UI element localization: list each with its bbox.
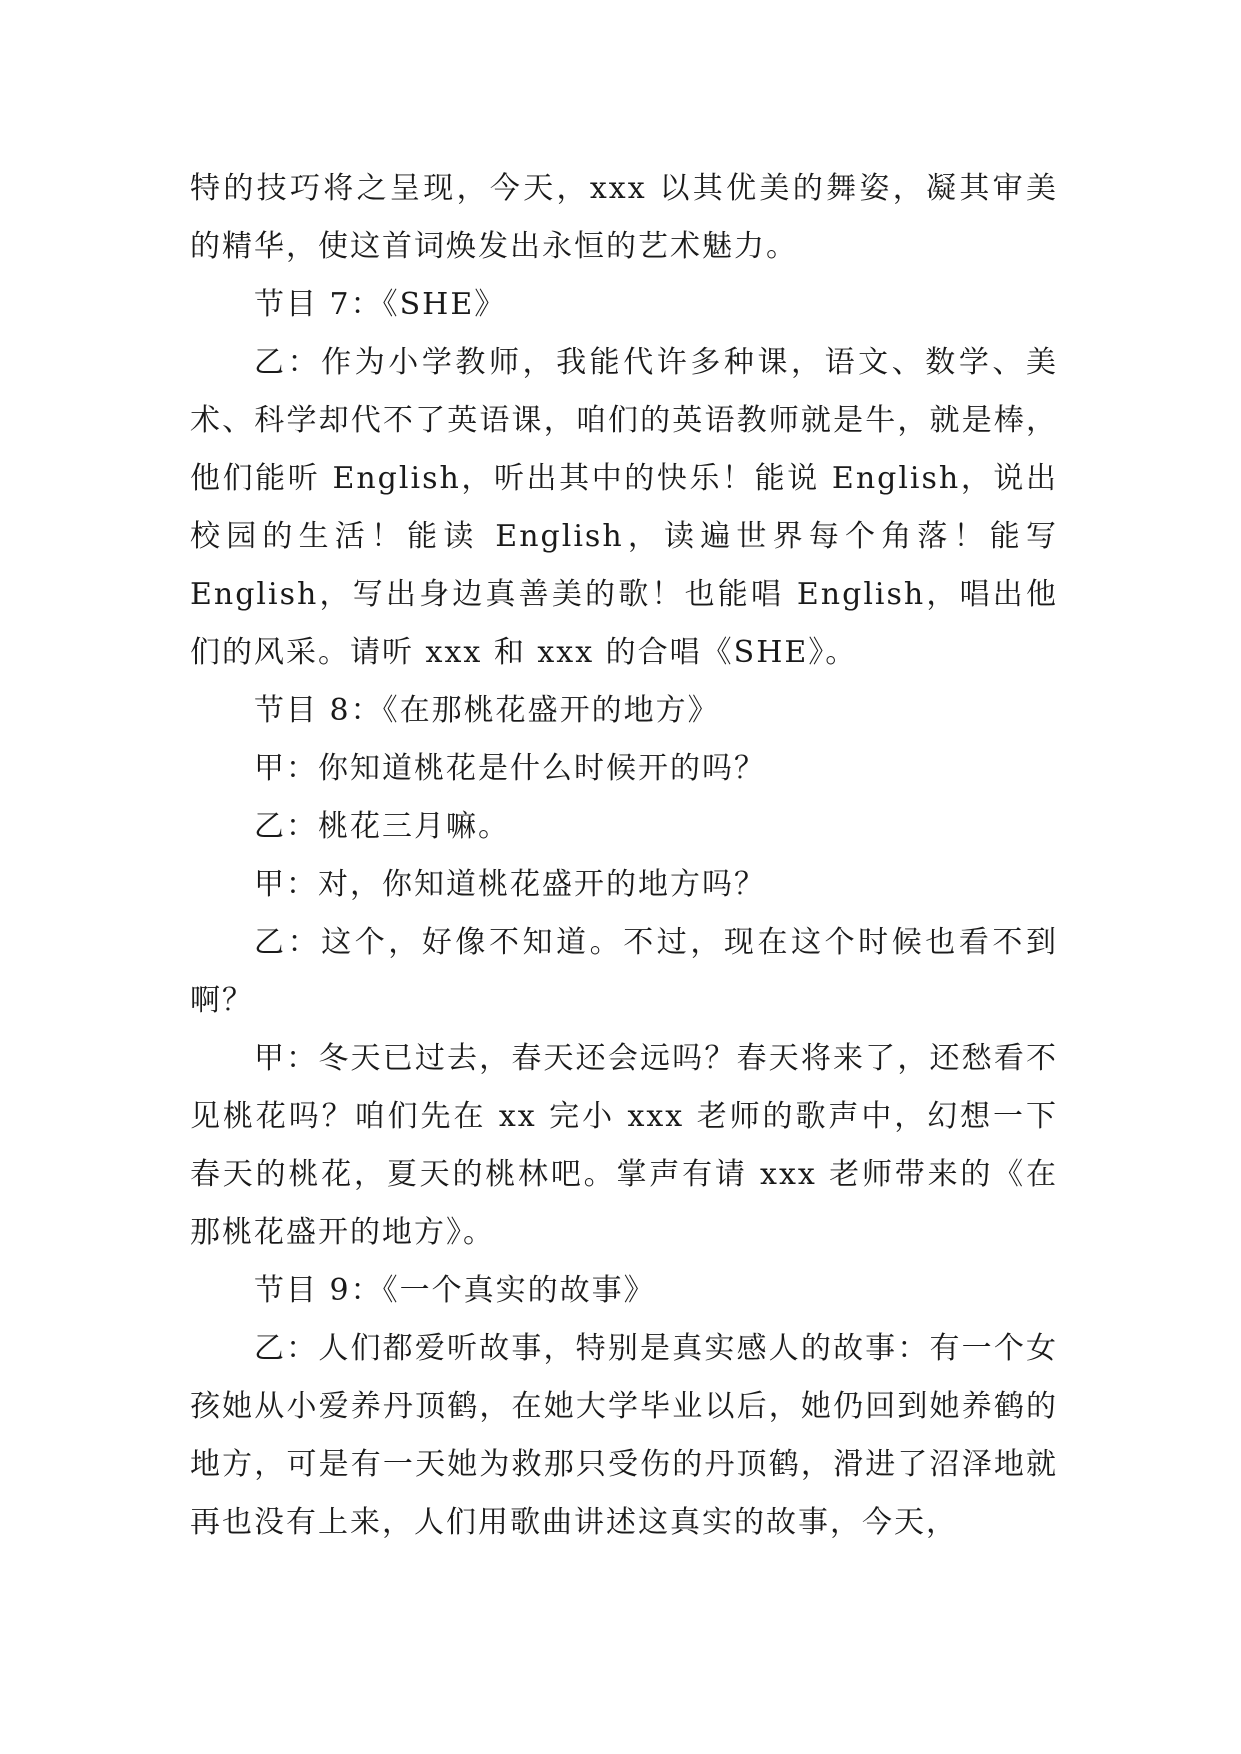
dialogue-paragraph: 甲：冬天已过去，春天还会远吗？春天将来了，还愁看不见桃花吗？咱们先在 xx 完小 xxx 老师的歌声中，幻想一下春天的桃花，夏天的桃林吧。掌声有请 xxx 老师带来的《在那桃花盛开的地方》。: [190, 1041, 1058, 1250]
dialogue-line: 甲：对，你知道桃花盛开的地方吗？: [254, 867, 766, 902]
program-heading-8: 节目 8：《在那桃花盛开的地方》: [254, 693, 720, 728]
dialogue-line: 甲：你知道桃花是什么时候开的吗？: [254, 751, 766, 786]
dialogue-line: 乙：这个，好像不知道。不过，现在这个时候也看不到啊？: [190, 925, 1058, 1018]
dialogue-paragraph: 乙：人们都爱听故事，特别是真实感人的故事：有一个女孩她从小爱养丹顶鹤，在她大学毕业以后，她仍回到她养鹤的地方，可是有一天她为救那只受伤的丹顶鹤，滑进了沼泽地就再也没有上来，人们用歌曲讲述这真实的故事，今天，: [190, 1331, 1058, 1540]
program-heading-7: 节目 7：《SHE》: [254, 287, 507, 322]
program-heading-9: 节目 9：《一个真实的故事》: [254, 1273, 656, 1308]
dialogue-line: 乙：桃花三月嘛。: [254, 809, 510, 844]
document-body: [190, 160, 1058, 1552]
dialogue-paragraph: 乙：作为小学教师，我能代许多种课，语文、数学、美术、科学却代不了英语课，咱们的英语教师就是牛，就是棒，他们能听 English，听出其中的快乐！能说 English，说出校园的生活！能读 English，读遍世界每个角落！能写 English，写出身边真善美的歌！也能唱 English，唱出他们的风采。请听 xxx 和 xxx 的合唱《SHE》。: [190, 345, 1058, 670]
paragraph-continuation: 特的技巧将之呈现，今天，xxx 以其优美的舞姿，凝其审美的精华，使这首词焕发出永恒的艺术魅力。: [190, 171, 1058, 264]
